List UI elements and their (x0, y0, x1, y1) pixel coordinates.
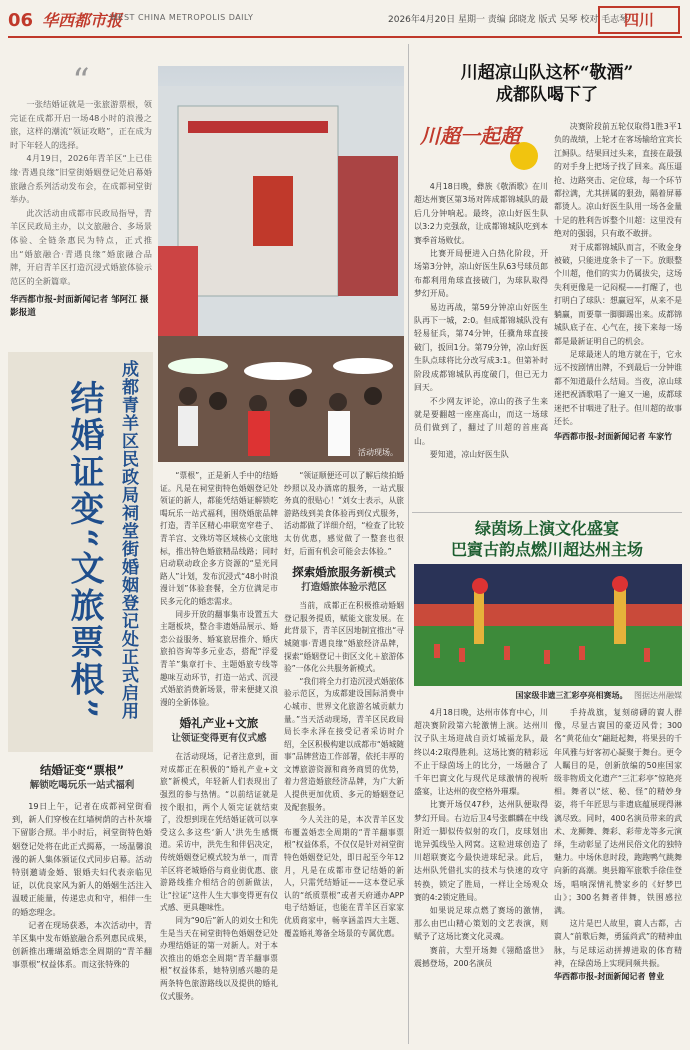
right-top-col-b (554, 120, 682, 510)
article-paragraph: 易边再战，第59分钟凉山好医生队再下一城，2:0。但成都锦城队没有轻易征兵，第74分钟，任骥角球直接破门，扳回1分。第79分钟，凉山好医生队点球将比分改写成3:1。但第补时阶段成都锦城队再度破门，但已无力回天。 (414, 302, 548, 393)
article-paragraph: 赛前，大型开场舞《翎酷盛世》震撼登场，200名演员 (414, 945, 548, 968)
article-paragraph: “我们将全力打造沉浸式婚旅体验示范区，为成都建设国际消费中心城市、世界文化旅游名城贡献力量。”当天活动现场，青羊区民政局局长李永泽在接受记者采访时介绍，全区积极构建以成都市“婚城随事”品牌营造工作部署，依托丰厚的文博旅游资源和商务商贸的优势，着力营造婚旅经济品牌，为广大新人提供更加优质、多元的婚姻登记及配套服务。 (284, 676, 404, 812)
subhead-3 (284, 564, 404, 596)
column-divider (408, 44, 409, 1044)
date-line: 2026年4月20日 星期一 责编 邱晓龙 版式 吴琴 校对 毛志琴 (388, 15, 629, 25)
stadium-caption-text: 国家级非遗三汇彩亭亮相赛场。 (515, 691, 628, 700)
right-top-credit: 华西都市报-封面新闻记者 车家竹 (554, 432, 673, 442)
section-label: 四川 (598, 6, 680, 34)
main-kicker: 成都青羊区民政局祠堂街婚姻登记处正式启用 (118, 360, 138, 720)
stadium-scene-illustration (414, 564, 682, 686)
subhead-3-line1: 探索婚旅服务新模式 (292, 565, 396, 580)
stadium-photo (414, 564, 682, 686)
subhead-2-line1: 婚礼产业+文旅 (179, 716, 259, 731)
article-paragraph: 对于成都锦城队而言，不败金身被破，只能进度条卡了一下。放眼整个川超，他们的实力仍属拔尖，这场失利更像是一记闷棍——打醒了，也打明白了球队：想赢冠军，从来不是躺赢，而要靠一脚脚踢出来。成都锦城队底子在、心气在，接下来每一场都是最新证明自己的机会。 (554, 242, 682, 346)
league-logo-text: 川超一起超 (420, 124, 520, 148)
article-paragraph: 19日上午，记者在成都祠堂街看到，新人们穿梭在红墙树荫的古朴灰墙下留影合照。半小时后，祠堂街特色婚姻登记处将在此正式揭幕，一场温馨浪漫的新人集体颁证仪式同步启幕。活动特别邀请金婚、银婚夫妇代表亲临见证，以优良家风为新人的婚姻生活注入温暖正能量，传递忠贞和守，相伴一生的婚恋理念。 (12, 801, 152, 917)
subhead-2-line2: 让领证变得更有仪式感 (171, 733, 267, 745)
intro-paragraph: 4月19日，2026年青羊区“上已佳缘·青遇良缘”旧堂街婚姻登记处启幕婚旅融合系列活动发布会，在成都祠堂街举办。 (10, 153, 152, 205)
right-bottom-col-a (414, 706, 548, 1046)
intro-paragraph: 一张结婚证就是一张旅游票根，领完证在成都开启一场48小时的浪漫之旅，这样的潮流“领证攻略”，正在成为时下年轻人的选择。 (10, 99, 152, 150)
page-header (0, 0, 690, 44)
article-paragraph: 比赛开局便进入白热化阶段，开场第3分钟，凉山好医生队63号球员郎布都利用角球直接破门，为球队取得梦幻开局。 (414, 249, 548, 299)
main-photo-caption: 活动现场。 (358, 448, 398, 457)
article-paragraph: 记者在现场获悉，本次活动中，青羊区集中发布婚旅融合系列惠民成果，创新推出珊瑚盈婚恋全周期的“青羊翻事票根”权益体系。而这张特殊的 (12, 919, 152, 970)
subhead-2 (160, 715, 278, 747)
article-paragraph: 不少网友评论，凉山的孩子生来就是要翻越一座座高山，而这一场球员们做到了，翻过了川超的首座高山。 (414, 396, 548, 446)
right-top-headline: 川超凉山队这杯“敬酒” 成都队喝下了 (460, 63, 634, 105)
right-top-col-a (414, 180, 548, 510)
stadium-caption-credit: 图据达州融媒 (634, 691, 682, 700)
intro-paragraph: 此次活动由成都市民政局指导，青羊区民政局主办，以文旅融合、多场景体验、全链条惠民为特点，正式推出“婚旅融合·青遇良缘”婚旅融合品牌，开启青羊区打造沉浸式婚旅体验示范区的全新篇章。 (10, 207, 152, 286)
right-bottom-headline: 绿茵场上演文化盛宴 巴賨古韵点燃川超达州主场 (450, 519, 643, 559)
subhead-1-line2: 解锁吃喝玩乐一站式福利 (29, 780, 135, 791)
article-paragraph: 当前，成都正在积极推动婚姻登记服务提质，赋能文旅发展。在此背景下，青羊区因地制宜推出“寻城随事·青遇良缘”婚旅经济品牌，探索“婚姻登记＋街区文化＋旅游体验”一体化公共服务新模式。 (284, 601, 404, 674)
article-paragraph: 足球最迷人的地方就在于，它永远不按剧情出牌，不到最后一分钟谁都不知道最什么结局。当夜，凉山球迷把祝酒歌唱了一遍又一遍，成都球迷把不甘咽进了肚子。但川超的故事还长。 (554, 349, 682, 426)
article-paragraph: 这片是巴人故里，賨人古都，古賨人“前歌后舞，勇猛尚武”的精神血脉，与足球运动拼搏进取的体育精神，在绿茵场上实现同频共振。 (554, 919, 682, 968)
article-paragraph: 4月18日晚，达州市体育中心，川超决赛阶段第六轮激情上演。达州川汉子队主场迎战自贡灯城福龙队，最终以4:2取得胜利。这场比赛的精彩远不止于绿茵场上的比分，一场融合了千年巴賨文化与现代足球激情的视听盛宴，让达州的夜空格外璀璨。 (414, 708, 548, 797)
right-bottom-col-b (554, 706, 682, 1046)
header-rule (8, 36, 682, 38)
event-scene-illustration (158, 66, 404, 462)
paper-name-en: WEST CHINA METROPOLIS DAILY (110, 13, 254, 22)
intro-credit: 华西都市报-封面新闻记者 邹阿江 摄影报道 (10, 295, 149, 319)
article-paragraph: 同步开放的翻事集市设置五大主题板块，整合非遗婚品展示、婚恋公益服务、婚宴旅居推介、婚庆旅拍咨询等多元业态，搭配“浮爱青羊”集章打卡、主题婚旅专线等趣味互动环节，打造一站式、沉浸式婚旅消费新场景，带来便捷又浪漫的全新体验。 (160, 609, 278, 707)
subhead-3-line2: 打造婚旅体验示范区 (301, 582, 387, 594)
subhead-1-line1: 结婚证变“票根” (39, 763, 125, 777)
section-divider (412, 512, 682, 513)
page-number: 06 (8, 10, 34, 31)
article-paragraph: 如果说足球点燃了赛场的激情，那么由巴山精心策划的文艺表演，则赋予了这场比赛文化灵魂。 (414, 906, 548, 942)
article-paragraph: “领证顺便还可以了解后续拍婚纱照以及办酒席的服务，一站式服务真的很贴心！”刘女士表示，从旅游路线到美食体验再到仪式服务，活动都做了详细介绍，“检查了比较太仿优惠，感觉做了一整套也很好，后面有机会可能会去体验。” (284, 471, 404, 556)
quote-mark-icon: “ (72, 61, 90, 101)
article-paragraph: 同为“90后”新人的刘女士和先生是当天在祠堂街特色婚姻登记处办理结婚证的第一对新人。对于本次推出的婚恋全周期“青羊翻事票根”权益体系，她特别感兴趣的是两条特色旅游路线以及提供的婚礼仪式服务。 (160, 916, 278, 1001)
main-col-3 (284, 470, 404, 1050)
intro-column (10, 61, 152, 344)
main-headline-block (8, 352, 153, 752)
article-paragraph: 要知道，凉山好医生队 (429, 450, 509, 460)
article-paragraph: 手持战旗，复刻磅礴的賨人群像，尽显古賨国的豪迈风骨；300名“黄花仙女”翩跹起舞，将果县的千年风雅与好客初心凝聚于舞台。更令人瞩目的是，创新放编的50座国家级非物质文化遗产“三汇彩亭”惊艳亮相。舞者以“炫、秘、怪”的精妙身姿，将千年匠思与非遗底蕴展现得淋漓尽致。同时，400名演员带来的武术、龙狮舞、舞彩、彩带龙等多元演绎，生动彰显了达州民俗文化的独特魅力。中场休息时段，跑跑鸭气跳舞向新的高潮。奥县籍军旅歌手徐佳登场，唱响深情礼赞家乡的《好梦巴山》；300名舞者伴舞，铁围感拉满。 (554, 708, 682, 916)
subhead-1 (12, 762, 152, 794)
article-paragraph: 决赛阶段前五轮仅取得1胜3平1负的战绩，上轮才在客场输给宜宾长江鲟队。结果回过头来，直接在最强的对手身上把场子找了回来。高压逼抢、边路突击、定位球，每一个环节都拉满，尤其拼属的狠劲，隔着屏幕都烫人。凉山好医生队用一场各金量十足的胜利告诉整个川超：这里没有绝对的强弱，只有敢不敢拼。 (554, 122, 682, 239)
main-photo (158, 66, 404, 462)
paper-logo: 华西都市报 (42, 11, 123, 30)
article-paragraph: 比赛开场仅47秒，达州队便取得梦幻开局。右边后卫4号张麒麟在中线附近一脚似传似射的攻门，皮球划出诡异弧线坠入网窝。这粒进球创造了川超联赛迄今最快进球纪录。此后，达州队凭借扎实的技术与快速的攻守转换，锁定了胜局，一样让全场观众赛的4:2锁定胜局。 (414, 800, 548, 902)
article-paragraph: 在活动现场，记者注意到，面对成都正在积极的“婚礼产业+文旅”新模式，年轻新人们表现出了强烈的参与热情。“以前结证就是按个眼扣，两个人领完证就结束了，没想到现在凭结婚证就可以享受这么多这些‘新人’洪先生感慨道。采访中，洪先生和伴侣决定，传统婚姻登记模式较为单一，而青羊区将老城婚俗与商业街优惠、旅游路线推介相结合的创新做法，让“拉证”这件人生大事变得更有仪式感、更具趣味性。 (160, 752, 278, 913)
article-paragraph: “票根”，正是新人手中的结婚证。凡是在祠堂街特色婚姻登记处领证的新人，都能凭结婚证解锁吃喝玩乐一站式福利，围绕婚旅品牌打造，青羊区精心串联宽窄巷子、青羊宫、文殊坊等区域核心文旅地标，推出特色婚旅精品线路；同时启动联动政企多方资源的“星光同路人”计划，发布沉浸式“48小时浪漫计划”体验套餐，全方位满足市民多元化的婚恋需求。 (160, 471, 278, 606)
main-col-1 (12, 800, 152, 1048)
main-col-2 (160, 470, 278, 1050)
article-paragraph: 4月18日晚，彝族《敬酒歌》在川超达州赛区第3场对阵成都锦城队的最后几分钟响起。最终，凉山好医生队以3:2力克强敌，让成都锦城队吃到本赛季首场败仗。 (414, 182, 548, 245)
right-bottom-credit: 华西都市报-封面新闻记者 曾业 (554, 972, 665, 982)
stadium-photo-caption (414, 690, 682, 701)
main-headline: 结婚证变“文旅票根” (64, 380, 104, 722)
article-paragraph: 今人关注的是，本次青羊区发布覆盖婚恋全周期的“青羊翻事票根”权益体系，不仅仅是针对祠堂街特色婚姻登记处，即日起至今年12月，凡是在成都市登记结婚的新人，只需凭结婚证——这本登记承认的“纸质票根”或者天府通办APP电子结婚证，也能在青羊区百家家优质商家中，畅享涵盖四大主题、覆盖婚礼筹备全场景的专属优惠。 (284, 815, 404, 938)
league-logo (416, 118, 546, 180)
